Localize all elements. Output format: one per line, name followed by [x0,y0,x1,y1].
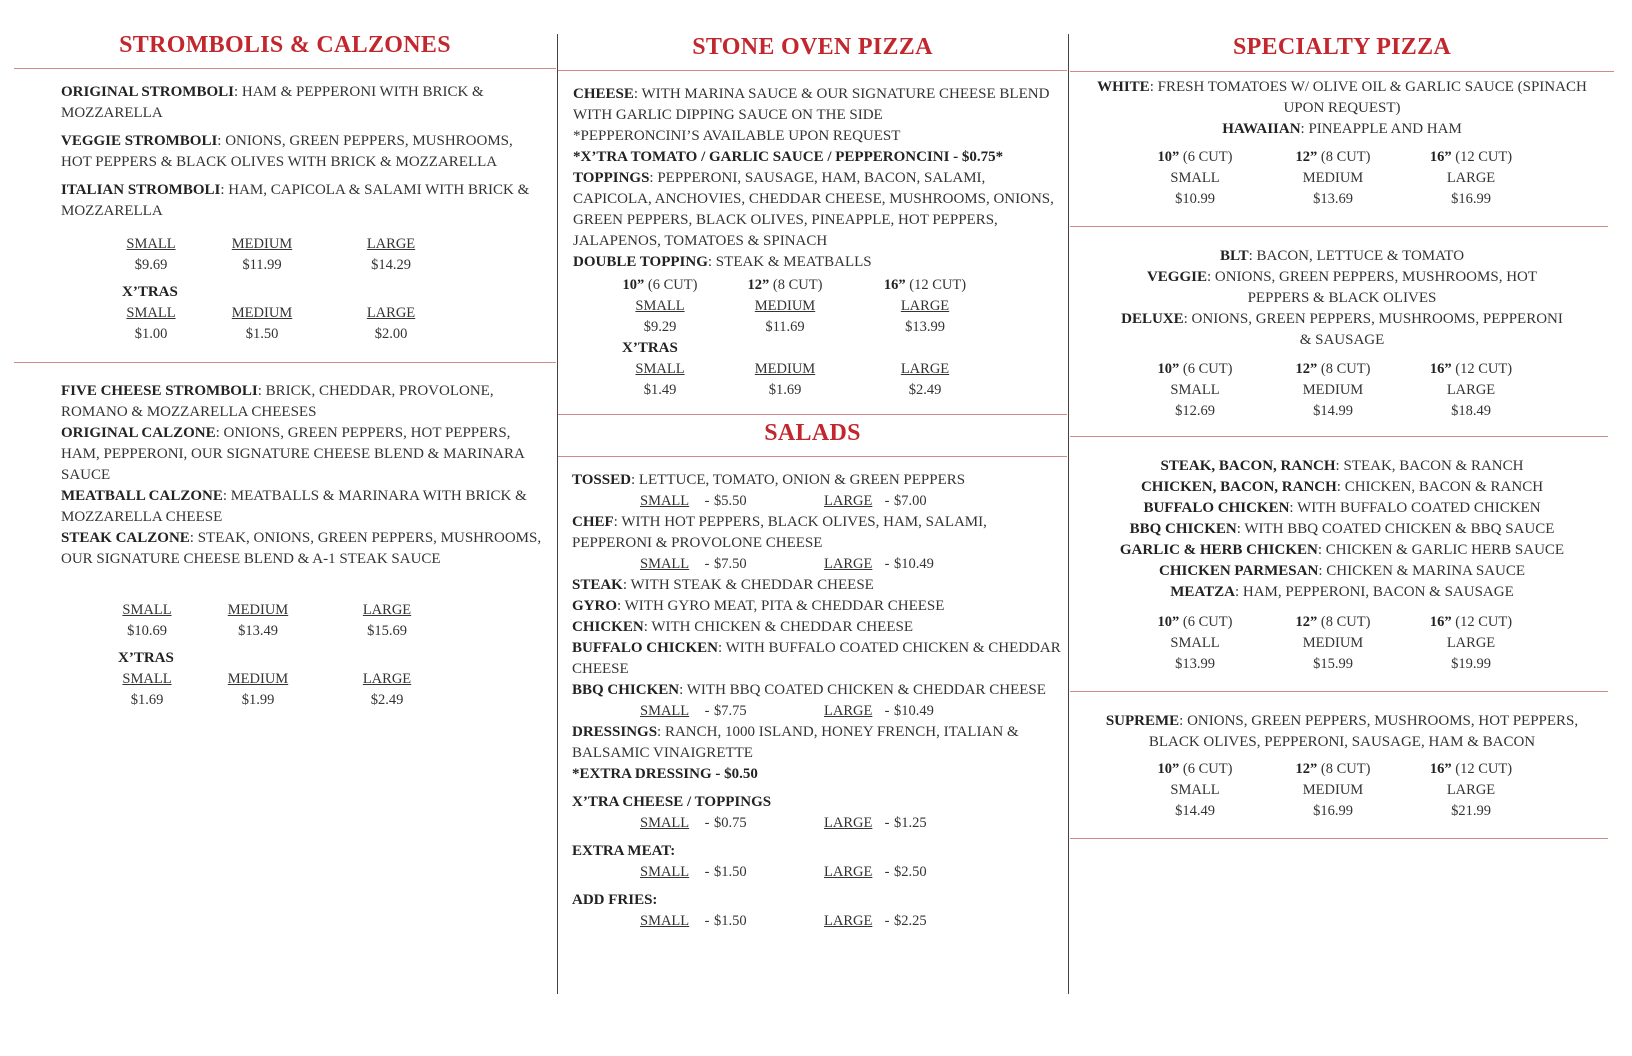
item-name: STEAK, BACON, RANCH [1160,458,1336,474]
cut-label: (6 CUT) [644,277,698,293]
item-name: DELUXE [1121,311,1184,327]
item-desc: : RANCH, 1000 ISLAND, HONEY FRENCH, ITALIAN & BALSAMIC VINAIGRETTE [572,724,1019,761]
price-medium: $15.99 [1313,656,1353,672]
menu-item-buffalo-chicken [572,638,1062,680]
price-medium: $13.69 [1313,191,1353,207]
item-desc: : HAM, PEPPERONI, BACON & SAUSAGE [1234,584,1514,600]
menu-item-italian-stromboli [61,180,546,222]
item-name: VEGGIE STROMBOLI [61,133,218,149]
specialty-group-1 [1086,77,1598,210]
xtra-sauce-note [573,147,1061,168]
size-inch-16 [1402,612,1540,633]
size-inch-12 [1264,147,1402,168]
specialty-group-3-prices [1126,612,1546,675]
menu-item-blt [1116,246,1568,267]
xtras-label: X’TRAS [622,340,678,356]
dash: - [704,815,710,831]
specialty-group-3 [1086,456,1598,603]
menu-item-original-calzone [61,423,546,486]
extra-meat-price-row [572,862,1062,883]
menu-item-steak-calzone [61,528,546,570]
size-inch-10 [1126,359,1264,380]
add-fries-label [572,890,1062,911]
item-desc: : ONIONS, GREEN PEPPERS, MUSHROOMS, HOT PEPPERS & BLACK OLIVES WITH BRICK & MOZZARELLA [61,133,513,170]
rule-col1-title [14,68,556,69]
xtra-size-large: LARGE [362,671,412,687]
section-title-specialty-pizza: SPECIALTY PIZZA [1232,34,1452,60]
item-desc: : PEPPERONI, SAUSAGE, HAM, BACON, SALAMI, CAPICOLA, ANCHOVIES, CHEDDAR CHEESE, MUSHROOMS, ONIONS, GREEN PEPPERS, BLACK OLIVES, PINEAPPLE, HOT PEPPERS, JALAPENOS, TOMATOES & SPINACH [573,170,1054,249]
size-large: LARGE [1446,170,1496,186]
xtra-price-small: $1.69 [130,692,164,708]
menu-item-meatza [1086,582,1598,603]
size-small: SMALL [1170,382,1220,398]
price-small: $9.29 [643,319,677,335]
price-small: $5.50 [714,493,747,509]
xtra-sauce-note-text: *X’TRA TOMATO / GARLIC SAUCE / PEPPERONCINI - $0.75* [573,149,1004,165]
size-small: SMALL [640,815,690,831]
item-desc: : HAM & PEPPERONI WITH BRICK & MOZZARELLA [61,84,484,121]
size-medium: MEDIUM [1302,782,1364,798]
item-desc: : WITH HOT PEPPERS, BLACK OLIVES, HAM, SALAMI, PEPPERONI & PROVOLONE CHEESE [572,514,987,551]
item-name: BBQ CHICKEN [572,682,680,698]
inch-label: 12” [1295,149,1318,165]
size-small: SMALL [122,602,172,618]
price-large: $2.50 [894,864,927,880]
item-name: ORIGINAL CALZONE [61,425,216,441]
xtra-price-medium: $1.69 [768,382,802,398]
rule-col2-salads [558,456,1067,457]
size-large: LARGE [824,864,873,880]
size-inch-10 [1126,147,1264,168]
price-large: $14.29 [371,257,411,273]
menu-item-white [1086,77,1598,119]
size-small: SMALL [1170,782,1220,798]
inch-label: 10” [1157,614,1180,630]
inch-label: 16” [1429,149,1452,165]
xtra-size-small: SMALL [122,671,172,687]
menu-item-tossed [572,470,1062,491]
cut-label: (8 CUT) [1317,761,1371,777]
menu-item-original-stromboli [61,82,546,124]
extra-dressing-note [572,764,1062,785]
xtra-size-medium: MEDIUM [227,671,289,687]
price-grid [1126,612,1546,675]
stromboli-list [61,82,546,222]
add-fries-price-row [572,911,1062,932]
size-medium: MEDIUM [227,602,289,618]
menu-item-chicken-bacon-ranch [1086,477,1598,498]
size-inch-16 [1402,359,1540,380]
cut-label: (6 CUT) [1179,149,1233,165]
item-name: MEATZA [1170,584,1235,600]
inch-label: 16” [1429,361,1452,377]
item-desc: : WITH BBQ COATED CHICKEN & CHEDDAR CHEESE [679,682,1046,698]
xtras-row [106,669,506,711]
stone-oven-pizza-list [573,84,1061,273]
menu-item-veggie-stromboli [61,131,546,173]
size-large: LARGE [366,236,416,252]
dash: - [884,493,890,509]
item-desc: : WITH BUFFALO COATED CHICKEN [1289,500,1541,516]
size-large: LARGE [362,602,412,618]
inch-label: 12” [1295,761,1318,777]
inch-label: 10” [622,277,645,293]
cut-label: (8 CUT) [1317,149,1371,165]
cut-label: (12 CUT) [1451,614,1513,630]
price-small: $1.50 [714,864,747,880]
menu-item-veggie [1116,267,1568,309]
price-large: $10.49 [894,556,934,572]
item-name: BUFFALO CHICKEN [1143,500,1290,516]
size-header-row [106,600,506,642]
inch-label: 12” [1295,614,1318,630]
dash: - [704,913,710,929]
item-name: CHICKEN [572,619,644,635]
pizza-size-grid [610,275,1030,338]
menu-item-garlic-herb-chicken [1086,540,1598,561]
rule-col2-title [558,70,1067,71]
item-name: HAWAIIAN [1222,121,1301,137]
menu-item-steak [572,575,1062,596]
item-desc: : WITH GYRO MEAT, PITA & CHEDDAR CHEESE [617,598,945,614]
price-small: $0.75 [714,815,747,831]
size-small: SMALL [640,703,690,719]
item-name: FIVE CHEESE STROMBOLI [61,383,258,399]
menu-item-meatball-calzone [61,486,546,528]
item-name: DOUBLE TOPPING [573,254,708,270]
size-inch-10 [1126,759,1264,780]
xtras-row [110,303,510,345]
meat-salad-price-row [572,701,1062,722]
cut-label: (12 CUT) [1451,149,1513,165]
item-desc: : WITH MARINA SAUCE & OUR SIGNATURE CHEESE BLEND WITH GARLIC DIPPING SAUCE ON THE SIDE [573,86,1050,123]
item-name: CHICKEN PARMESAN [1159,563,1319,579]
item-name: STEAK CALZONE [61,530,190,546]
dash: - [704,703,710,719]
price-grid [1126,359,1546,422]
menu-item-five-cheese-stromboli [61,381,546,423]
extra-dressing-text: *EXTRA DRESSING - $0.50 [572,766,758,782]
item-name: BLT [1219,248,1249,264]
rule-col2-mid [558,414,1067,415]
size-inch-12 [1264,759,1402,780]
item-name: ORIGINAL STROMBOLI [61,84,234,100]
cut-label: (8 CUT) [1317,361,1371,377]
item-desc: : WITH CHICKEN & CHEDDAR CHEESE [643,619,913,635]
calzone-list [61,381,546,570]
dash: - [704,493,710,509]
item-desc: : ONIONS, GREEN PEPPERS, HOT PEPPERS, HAM, PEPPERONI, OUR SIGNATURE CHEESE BLEND & MARINARA SAUCE [61,425,524,483]
item-desc: : STEAK, BACON & RANCH [1335,458,1524,474]
xtra-cheese-price-row [572,813,1062,834]
item-desc: : ONIONS, GREEN PEPPERS, MUSHROOMS, PEPPERONI & SAUSAGE [1183,311,1563,348]
price-small: $14.49 [1175,803,1215,819]
xtra-price-large: $2.49 [908,382,942,398]
menu-item-hawaiian [1086,119,1598,140]
item-name: STEAK [572,577,623,593]
menu-item-chicken [572,617,1062,638]
dash: - [884,864,890,880]
size-inch-16 [1402,147,1540,168]
menu-item-toppings [573,168,1061,252]
price-large: $18.49 [1451,403,1491,419]
item-desc: : ONIONS, GREEN PEPPERS, MUSHROOMS, HOT PEPPERS & BLACK OLIVES [1206,269,1538,306]
price-large: $15.69 [367,623,407,639]
price-medium: $14.99 [1313,403,1353,419]
size-small: SMALL [640,864,690,880]
size-small: SMALL [640,913,690,929]
xtras-label: X’TRAS [122,284,178,300]
xtra-size-small: SMALL [635,361,685,377]
item-desc: : BRICK, CHEDDAR, PROVOLONE, ROMANO & MOZZARELLA CHEESES [61,383,494,420]
item-desc: : ONIONS, GREEN PEPPERS, MUSHROOMS, HOT PEPPERS, BLACK OLIVES, PEPPERONI, SAUSAGE, HAM & BACON [1148,713,1579,750]
menu-item-gyro [572,596,1062,617]
menu-item-steak-bacon-ranch [1086,456,1598,477]
add-fries-text: ADD FRIES: [572,892,658,908]
specialty-group-4 [1080,711,1604,753]
inch-label: 12” [1295,361,1318,377]
column-divider-left [557,34,558,994]
item-name: CHEF [572,514,614,530]
size-inch-16 [860,275,990,296]
size-small: SMALL [126,236,176,252]
inch-label: 10” [1157,361,1180,377]
cut-label: (12 CUT) [1451,761,1513,777]
item-name: BBQ CHICKEN [1129,521,1237,537]
menu-item-supreme [1080,711,1604,753]
size-small: SMALL [1170,635,1220,651]
cut-label: (6 CUT) [1179,361,1233,377]
xtra-price-medium: $1.99 [241,692,275,708]
size-large: LARGE [900,298,950,314]
size-medium: MEDIUM [754,298,816,314]
extra-meat-text: EXTRA MEAT: [572,843,676,859]
item-desc: : CHICKEN & MARINA SAUCE [1318,563,1525,579]
cut-label: (8 CUT) [769,277,823,293]
menu-item-double-topping [573,252,1061,273]
item-desc: : MEATBALLS & MARINARA WITH BRICK & MOZZARELLA CHEESE [61,488,527,525]
price-grid [1126,147,1598,210]
price-medium: $16.99 [1313,803,1353,819]
item-name: ITALIAN STROMBOLI [61,182,221,198]
price-small: $7.50 [714,556,747,572]
rule-col3-title [1070,71,1614,72]
price-small: $12.69 [1175,403,1215,419]
size-inch-10 [610,275,710,296]
item-desc: : WITH BUFFALO COATED CHICKEN & CHEDDAR CHEESE [572,640,1061,677]
cut-label: (8 CUT) [1317,614,1371,630]
price-large: $19.99 [1451,656,1491,672]
price-small: $7.75 [714,703,747,719]
size-medium: MEDIUM [231,236,293,252]
xtra-price-small: $1.00 [134,326,168,342]
size-large: LARGE [824,703,873,719]
xtra-price-large: $2.49 [370,692,404,708]
price-large: $7.00 [894,493,927,509]
xtra-cheese-label [572,792,1062,813]
price-medium: $13.49 [238,623,278,639]
menu-item-cheese [573,84,1061,126]
size-inch-12 [1264,359,1402,380]
item-name: DRESSINGS [572,724,658,740]
rule-col3-g4 [1070,838,1608,839]
menu-item-deluxe [1116,309,1568,351]
menu-item-bbq-chicken-pizza [1086,519,1598,540]
dash: - [704,556,710,572]
item-name: SUPREME [1105,713,1180,729]
price-large: $16.99 [1451,191,1491,207]
item-desc: : CHICKEN, BACON & RANCH [1336,479,1544,495]
rule-col3-g3 [1070,691,1608,692]
size-large: LARGE [1446,782,1496,798]
size-inch-12 [710,275,860,296]
price-medium: $11.99 [242,257,282,273]
price-small: $13.99 [1175,656,1215,672]
size-small: SMALL [1170,170,1220,186]
dash: - [704,864,710,880]
menu-item-chicken-parmesan [1086,561,1598,582]
price-large: $2.25 [894,913,927,929]
price-small: $9.69 [134,257,168,273]
item-desc: : HAM, CAPICOLA & SALAMI WITH BRICK & MOZZARELLA [61,182,530,219]
xtra-cheese-text: X’TRA CHEESE / TOPPINGS [572,794,772,810]
section-title-stone-oven-pizza: STONE OVEN PIZZA [692,34,933,60]
item-name: GARLIC & HERB CHICKEN [1119,542,1318,558]
item-desc: : PINEAPPLE AND HAM [1300,121,1462,137]
price-medium: $11.69 [765,319,805,335]
xtra-price-medium: $1.50 [245,326,279,342]
price-small: $10.69 [127,623,167,639]
xtras-row [610,359,1030,401]
size-medium: MEDIUM [1302,382,1364,398]
menu-item-chef [572,512,1062,554]
extra-meat-label [572,841,1062,862]
inch-label: 16” [883,277,906,293]
price-large: $10.49 [894,703,934,719]
stromboli-prices [110,234,510,345]
size-large: LARGE [1446,635,1496,651]
menu-item-bbq-chicken [572,680,1062,701]
xtra-size-large: LARGE [900,361,950,377]
menu-item-dressings [572,722,1062,764]
salads-list [572,470,1062,932]
size-small: SMALL [640,493,690,509]
item-name: MEATBALL CALZONE [61,488,223,504]
dash: - [884,913,890,929]
xtra-size-medium: MEDIUM [754,361,816,377]
size-inch-12 [1264,612,1402,633]
specialty-group-4-prices [1126,759,1546,822]
item-desc: : STEAK & MEATBALLS [707,254,872,270]
stone-oven-pizza-prices [610,275,1030,401]
price-large: $1.25 [894,815,927,831]
size-medium: MEDIUM [1302,635,1364,651]
price-small: $10.99 [1175,191,1215,207]
item-desc: : WITH BBQ COATED CHICKEN & BBQ SAUCE [1236,521,1555,537]
dash: - [884,703,890,719]
xtra-size-small: SMALL [126,305,176,321]
dash: - [884,556,890,572]
cut-label: (12 CUT) [905,277,967,293]
xtra-price-small: $1.49 [643,382,677,398]
specialty-group-2 [1116,246,1568,351]
xtras-label: X’TRAS [118,650,174,666]
section-title-strombolis: STROMBOLIS & CALZONES [119,32,451,58]
inch-label: 16” [1429,614,1452,630]
price-large: $21.99 [1451,803,1491,819]
item-name: CHICKEN, BACON, RANCH [1140,479,1337,495]
inch-label: 10” [1157,761,1180,777]
size-large: LARGE [1446,382,1496,398]
inch-label: 12” [747,277,770,293]
cut-label: (12 CUT) [1451,361,1513,377]
pepperoncini-note: *PEPPERONCINI’S AVAILABLE UPON REQUEST [573,128,901,144]
tossed-price-row [572,491,1062,512]
price-small: $1.50 [714,913,747,929]
item-desc: : STEAK, ONIONS, GREEN PEPPERS, MUSHROOMS, OUR SIGNATURE CHEESE BLEND & A-1 STEAK SAUCE [61,530,542,567]
item-desc: : BACON, LETTUCE & TOMATO [1248,248,1465,264]
size-medium: MEDIUM [1302,170,1364,186]
size-large: LARGE [824,815,873,831]
item-name: TOSSED [572,472,631,488]
calzone-prices [106,600,506,711]
item-name: WHITE [1097,79,1150,95]
column-divider-right [1068,34,1069,994]
menu-item-buffalo-chicken-pizza [1086,498,1598,519]
rule-col3-g1 [1070,226,1608,227]
item-name: GYRO [572,598,617,614]
item-name: VEGGIE [1146,269,1207,285]
size-inch-16 [1402,759,1540,780]
size-inch-10 [1126,612,1264,633]
item-desc: : FRESH TOMATOES W/ OLIVE OIL & GARLIC SAUCE (SPINACH UPON REQUEST) [1149,79,1587,116]
size-large: LARGE [824,556,873,572]
xtra-price-large: $2.00 [374,326,408,342]
size-large: LARGE [824,493,873,509]
cut-label: (6 CUT) [1179,614,1233,630]
rule-col1-mid [14,362,556,363]
item-name: TOPPINGS [573,170,650,186]
section-title-salads: SALADS [764,420,861,446]
size-header-row [110,234,510,276]
specialty-group-2-prices [1126,359,1546,422]
dash: - [884,815,890,831]
chef-price-row [572,554,1062,575]
price-grid [1126,759,1546,822]
item-desc: : CHICKEN & GARLIC HERB SAUCE [1317,542,1565,558]
cut-label: (6 CUT) [1179,761,1233,777]
inch-label: 10” [1157,149,1180,165]
item-desc: : LETTUCE, TOMATO, ONION & GREEN PEPPERS [630,472,966,488]
item-name: CHEESE [573,86,634,102]
xtra-size-large: LARGE [366,305,416,321]
rule-col3-g2 [1070,436,1608,437]
size-large: LARGE [824,913,873,929]
inch-label: 16” [1429,761,1452,777]
item-name: BUFFALO CHICKEN [572,640,718,656]
size-small: SMALL [635,298,685,314]
item-desc: : WITH STEAK & CHEDDAR CHEESE [622,577,874,593]
size-small: SMALL [640,556,690,572]
xtra-size-medium: MEDIUM [231,305,293,321]
price-large: $13.99 [905,319,945,335]
